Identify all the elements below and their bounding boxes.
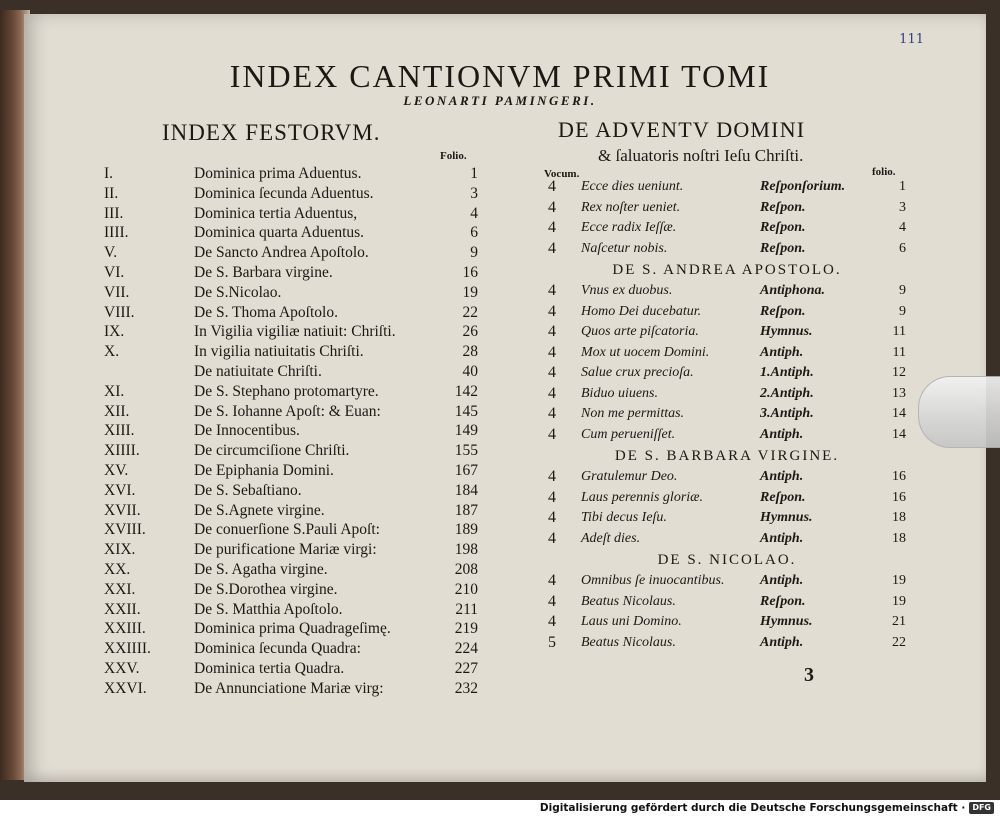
feast-name: In Vigilia vigiliæ natiuit: Chriſti. [194, 323, 396, 341]
cantio-genre: Antiph. [760, 469, 804, 484]
page-title: INDEX CANTIONVM PRIMI TOMI [229, 58, 771, 94]
feast-row [104, 362, 478, 382]
cantio-genre: 1.Antiph. [760, 365, 814, 380]
feast-number: VII. [104, 283, 130, 301]
cantio-folio: 1 [899, 179, 906, 194]
adventu-domini-subheading: & ſaluatoris noſtri Ieſu Chriſti. [598, 146, 804, 165]
feast-folio: 19 [462, 283, 478, 301]
page-subtitle: LEONARTI PAMINGERI. [403, 93, 597, 108]
cantio-row [548, 218, 906, 239]
cantio-row [548, 592, 906, 613]
cantio-folio: 14 [892, 426, 906, 442]
feast-number: XVI. [104, 481, 136, 499]
cantio-folio: 4 [899, 220, 906, 235]
voice-count: 4 [548, 592, 556, 610]
feast-folio: 6 [470, 224, 478, 242]
cantio-folio: 14 [892, 406, 906, 421]
feast-number: XXII. [104, 600, 141, 618]
cantio-incipit: Quos arte piſcatoria. [581, 324, 699, 339]
feast-number: II. [104, 184, 119, 202]
dfg-logo-icon: DFG [969, 802, 994, 814]
cantio-row [548, 322, 906, 343]
cantio-row [548, 612, 906, 633]
feast-number: III. [104, 204, 124, 222]
feast-folio: 16 [462, 263, 478, 281]
cantio-incipit: Rex noſter ueniet. [581, 199, 681, 215]
voice-count: 4 [548, 529, 556, 547]
cantio-genre: Reſpon. [760, 220, 806, 235]
cantio-incipit: Beatus Nicolaus. [581, 634, 676, 650]
feast-number: XII. [104, 402, 130, 420]
cantio-incipit: Cum perueniſſet. [581, 426, 676, 442]
feast-folio: 149 [454, 422, 478, 440]
cantio-folio: 19 [892, 573, 906, 588]
feast-row [104, 223, 478, 243]
feast-name: De Innocentibus. [194, 422, 300, 440]
feast-folio: 4 [470, 204, 478, 222]
feast-name: De S.Agnete virgine. [194, 501, 325, 519]
voice-count: 5 [548, 633, 556, 651]
feast-name: Dominica prima Aduentus. [194, 165, 362, 182]
feast-folio: 3 [470, 184, 478, 202]
voice-count: 4 [548, 239, 556, 257]
feast-name: De S. Matthia Apoſtolo. [194, 600, 343, 618]
feast-row [104, 303, 478, 323]
cantio-genre: 3.Antiph. [760, 406, 814, 421]
feast-folio: 1 [470, 165, 478, 182]
voice-count: 4 [548, 302, 556, 320]
feast-name: De S. Stephano protomartyre. [194, 382, 379, 400]
cantio-row [548, 363, 906, 384]
feast-name: Dominica tertia Quadra. [194, 659, 345, 677]
feast-row [104, 560, 478, 580]
cantio-genre: Reſpon. [760, 199, 806, 215]
feast-row [104, 501, 478, 521]
cantio-incipit: Non me permittas. [581, 406, 685, 421]
voice-count: 4 [548, 178, 556, 195]
feast-row [104, 461, 478, 481]
cantio-row [548, 239, 906, 260]
feast-row [104, 204, 478, 224]
voice-count: 4 [548, 343, 556, 361]
feast-name: De S. Iohanne Apoſt: & Euan: [194, 402, 381, 420]
feast-number: XXVI. [104, 679, 147, 697]
feast-folio: 198 [454, 541, 478, 559]
voice-count: 4 [548, 405, 556, 422]
feast-row [104, 263, 478, 283]
feast-row [104, 164, 478, 184]
feast-folio: 184 [454, 481, 478, 499]
feast-row [104, 184, 478, 204]
cantio-row [548, 425, 906, 446]
feast-folio: 224 [454, 640, 478, 658]
cantio-genre: Hymnus. [760, 324, 813, 339]
voice-count: 4 [548, 488, 556, 506]
voice-count: 4 [548, 282, 556, 299]
cantio-row [548, 302, 906, 323]
feast-name: De S. Sebaſtiano. [194, 481, 302, 499]
feast-name: De S.Nicolao. [194, 283, 282, 301]
feast-row [104, 402, 478, 422]
feast-index-list [104, 164, 478, 699]
cantio-genre: Antiph. [760, 634, 804, 650]
feast-folio: 145 [454, 402, 478, 420]
feast-number: IX. [104, 323, 125, 341]
feast-name: De S. Barbara virgine. [194, 263, 333, 281]
feast-name: Dominica quarta Aduentus. [194, 224, 365, 242]
cantio-incipit: Homo Dei ducebatur. [581, 303, 702, 319]
feast-number: XXIII. [104, 620, 146, 638]
feast-name: De S. Agatha virgine. [194, 560, 328, 578]
cantio-folio: 9 [899, 283, 906, 298]
feast-number: XVIII. [104, 521, 146, 539]
cantio-folio: 12 [892, 365, 906, 380]
cantio-row [548, 343, 906, 364]
feast-folio: 189 [454, 521, 478, 539]
feast-folio: 26 [462, 323, 478, 341]
feast-number: XI. [104, 382, 125, 400]
feast-folio: 208 [454, 560, 478, 578]
feast-row [104, 421, 478, 441]
feast-row [104, 322, 478, 342]
feast-name: Dominica ſecunda Quadra: [194, 640, 361, 658]
feast-name: Dominica ſecunda Aduentus. [194, 184, 374, 202]
cantio-folio: 22 [892, 634, 906, 650]
feast-folio: 227 [454, 659, 478, 677]
feast-number: XXIIII. [104, 640, 151, 658]
feast-number: XXI. [104, 580, 136, 598]
feast-row [104, 382, 478, 402]
feast-row [104, 639, 478, 659]
cantio-incipit: Naſcetur nobis. [581, 240, 668, 256]
cantio-genre: Reſpon. [760, 489, 806, 505]
page-flip-tab[interactable] [918, 376, 1000, 448]
cantio-incipit: Ecce radix Ieſſæ. [581, 220, 677, 235]
cantio-folio: 21 [892, 614, 906, 629]
feast-row [104, 679, 478, 699]
feast-row [104, 243, 478, 263]
dfg-credit-text: Digitalisierung gefördert durch die Deutsche Forschungsgemeinschaft · [539, 802, 966, 814]
adventu-domini-heading: DE ADVENTV DOMINI [558, 117, 806, 142]
feast-folio: 167 [454, 461, 478, 479]
feast-name: Dominica prima Quadrageſimę. [194, 620, 391, 638]
feast-row [104, 342, 478, 362]
cantio-genre: Reſpon. [760, 593, 806, 609]
cantio-row [548, 571, 906, 592]
cantio-incipit: Salue crux precioſa. [581, 365, 694, 380]
feast-number: I. [104, 165, 114, 182]
cantio-folio: 19 [892, 593, 906, 609]
cantio-genre: Hymnus. [760, 510, 813, 525]
cantio-folio: 16 [892, 469, 906, 484]
cantio-folio: 3 [899, 199, 906, 215]
feast-name: In vigilia natiuitatis Chriſti. [194, 343, 364, 361]
cantio-genre: Antiph. [760, 530, 804, 546]
cantio-incipit: Adeſt dies. [581, 530, 641, 546]
feast-folio: 219 [454, 620, 478, 638]
cantio-row [548, 281, 906, 302]
feast-folio: 210 [454, 580, 478, 598]
cantio-row [548, 488, 906, 509]
cantiones-index-list [548, 177, 906, 653]
index-festorum-heading: INDEX FESTORVM. [162, 120, 381, 145]
cantio-row [548, 177, 906, 198]
cantio-folio: 9 [899, 303, 906, 319]
feast-folio: 22 [462, 303, 478, 321]
folio-column-label: Folio. [440, 150, 467, 162]
cantio-folio: 18 [892, 530, 906, 546]
cantio-folio: 18 [892, 510, 906, 525]
feast-name: De circumciſione Chriſti. [194, 442, 350, 460]
cantio-row [548, 198, 906, 219]
feast-number: VI. [104, 263, 125, 281]
cantio-incipit: Mox ut uocem Domini. [581, 344, 710, 360]
corner-folio-number: 111 [899, 32, 924, 47]
feast-number: XIIII. [104, 442, 140, 460]
cantio-folio: 6 [899, 240, 906, 256]
feast-number: XIII. [104, 422, 135, 440]
feast-folio: 155 [454, 442, 478, 460]
cantio-genre: Reſponſorium. [760, 179, 846, 194]
cantio-genre: Reſpon. [760, 303, 806, 319]
cantio-folio: 13 [892, 385, 906, 401]
voice-count: 4 [548, 384, 556, 402]
feast-folio: 142 [454, 382, 478, 400]
voice-count: 4 [548, 198, 556, 216]
feast-number: XV. [104, 461, 129, 479]
cantio-genre: Antiph. [760, 426, 804, 442]
feast-name: De conuerſione S.Pauli Apoſt: [194, 521, 380, 539]
cantio-incipit: Beatus Nicolaus. [581, 593, 676, 609]
cantio-incipit: Ecce dies ueniunt. [581, 179, 684, 194]
feast-number: V. [104, 244, 118, 262]
section-heading: DE S. ANDREA APOSTOLO. [612, 262, 842, 278]
cantio-genre: Hymnus. [760, 614, 813, 629]
cantio-incipit: Omnibus ſe inuocantibus. [581, 573, 725, 588]
feast-name: De purificatione Mariæ virgi: [194, 541, 377, 559]
feast-name: De S.Dorothea virgine. [194, 580, 338, 598]
feast-folio: 28 [462, 343, 478, 361]
voice-count: 4 [548, 219, 556, 236]
feast-row [104, 481, 478, 501]
feast-number: XVII. [104, 501, 141, 519]
cantio-genre: Antiphona. [760, 283, 825, 298]
feast-row [104, 659, 478, 679]
feast-name: De Epiphania Domini. [194, 461, 334, 479]
feast-number: XX. [104, 560, 131, 578]
feast-row [104, 580, 478, 600]
feast-row [104, 600, 478, 620]
feast-folio: 187 [454, 501, 478, 519]
voice-count: 4 [548, 323, 556, 340]
feast-number: XIX. [104, 541, 136, 559]
cantio-row [548, 404, 906, 425]
voice-count: 4 [548, 425, 556, 443]
feast-row [104, 441, 478, 461]
cantio-row [548, 529, 906, 550]
feast-number: IIII. [104, 224, 129, 242]
cantio-row [548, 508, 906, 529]
feast-name: De Annunciatione Mariæ virg: [194, 679, 384, 697]
voice-count: 4 [548, 364, 556, 381]
feast-row [104, 283, 478, 303]
voice-count: 4 [548, 509, 556, 526]
section-heading: DE S. NICOLAO. [657, 552, 797, 568]
voice-count: 4 [548, 468, 556, 485]
cantio-folio: 16 [892, 489, 906, 505]
section-heading: DE S. BARBARA VIRGINE. [614, 448, 840, 464]
cantio-incipit: Biduo uiuens. [581, 385, 658, 401]
feast-row [104, 619, 478, 639]
voice-count: 4 [548, 572, 556, 589]
cantio-row [548, 467, 906, 488]
cantio-row [548, 633, 906, 654]
cantio-incipit: Laus uni Domino. [581, 614, 682, 629]
feast-folio: 211 [455, 600, 478, 618]
cantio-genre: Reſpon. [760, 240, 806, 256]
cantio-folio: 11 [892, 324, 906, 339]
cantio-row [548, 384, 906, 405]
cantio-incipit: Gratulemur Deo. [581, 469, 678, 484]
feast-row [104, 540, 478, 560]
vocum-column-label: Vocum. [544, 168, 580, 180]
folio-column-label-right: folio. [872, 166, 896, 178]
feast-folio: 40 [462, 362, 478, 380]
voice-count: 4 [548, 613, 556, 630]
catchword: 3 [804, 664, 814, 686]
feast-number: XXV. [104, 659, 140, 677]
feast-name: De S. Thoma Apoſtolo. [194, 303, 338, 321]
cantio-incipit: Laus perennis gloriæ. [581, 489, 703, 505]
feast-name: De Sancto Andrea Apoſtolo. [194, 244, 369, 262]
feast-folio: 232 [454, 679, 478, 697]
cantio-incipit: Tibi decus Ieſu. [581, 510, 667, 525]
cantio-genre: 2.Antiph. [760, 385, 814, 401]
cantio-genre: Antiph. [760, 573, 804, 588]
feast-folio: 9 [470, 244, 478, 262]
cantio-incipit: Vnus ex duobus. [581, 283, 673, 298]
dfg-credit-line [540, 800, 994, 817]
cantio-folio: 11 [892, 344, 906, 360]
feast-row [104, 520, 478, 540]
feast-number: VIII. [104, 303, 135, 321]
feast-number: X. [104, 343, 120, 361]
feast-name: Dominica tertia Aduentus, [194, 204, 358, 222]
feast-name: De natiuitate Chriſti. [194, 362, 322, 380]
cantio-genre: Antiph. [760, 344, 804, 360]
